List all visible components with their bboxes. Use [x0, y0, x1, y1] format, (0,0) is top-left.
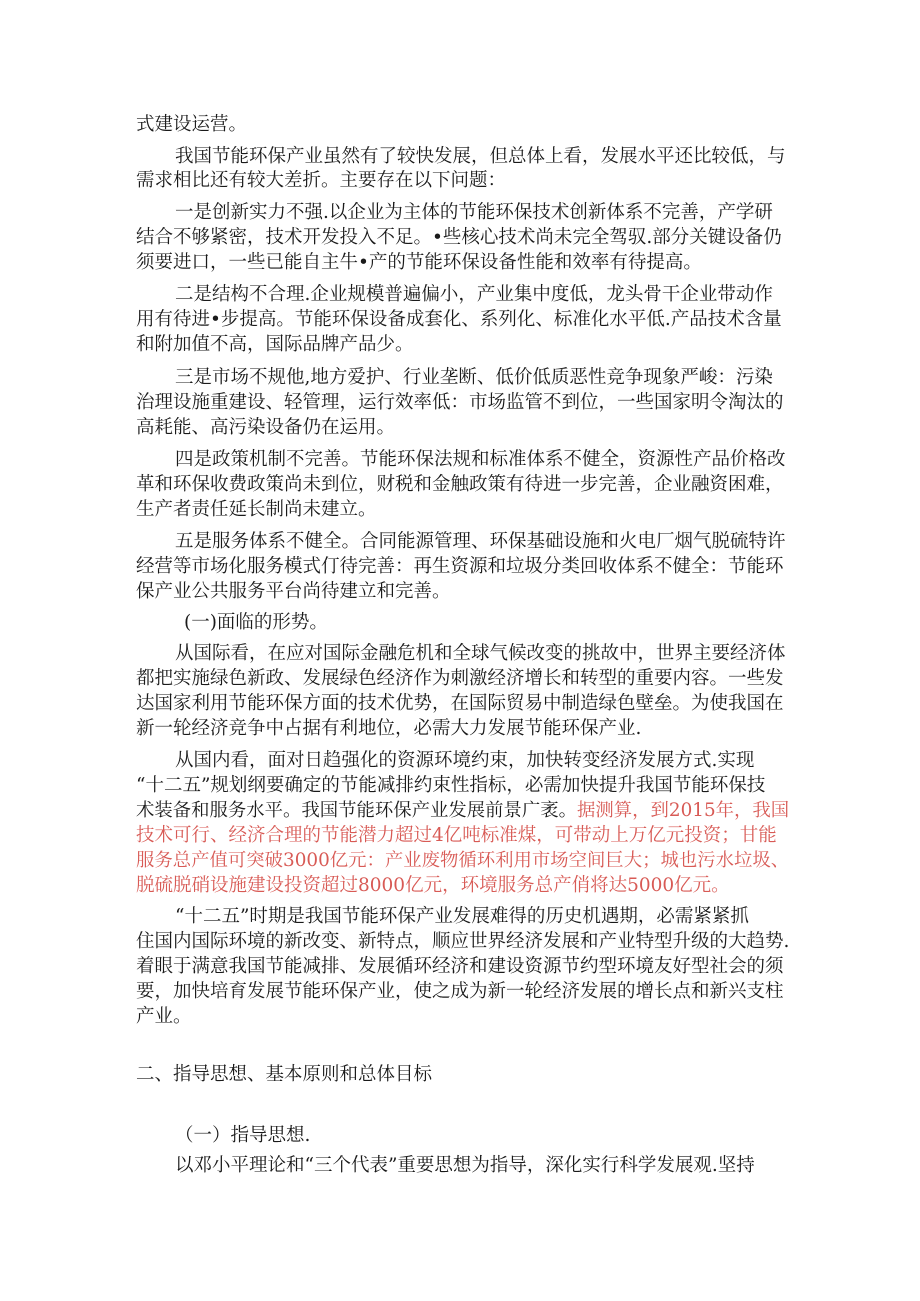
- text-line: 用有待进•步提高。节能环保设备成套化、系列化、标准化水平低.产品技术含量: [136, 309, 782, 330]
- highlighted-text-line: 服务总产值可突破3000亿元：产业废物循环利用市场空间巨大；城也污水垃圾、: [136, 850, 790, 871]
- text-line: “十二五”时期是我国节能环保产业发展难得的历史机遇期，必需紧紧抓: [175, 906, 749, 927]
- text-line: 三是市场不规他,地方爱护、行业垄断、低价低质恶性竞争现象严峻：污染: [175, 367, 773, 388]
- text-line: 二是结构不合理.企业规模普遍偏小，产业集中度低，龙头骨干企业带动作: [175, 284, 773, 305]
- text-line: 住国内国际环境的新改变、新特点，顺应世界经济发展和产业特型升级的大趋势.: [136, 931, 790, 952]
- text-line: 保产业公共服务平台尚待建立和完善。: [136, 581, 451, 602]
- section-subheading: (一)面临的形势。: [184, 612, 328, 633]
- text-line: 结合不够紧密，技术开发投入不足。•些核心技术尚未完全驾驭.部分关键设备仍: [136, 227, 782, 248]
- text-line: 从国际看，在应对国际金融危机和全球气候改变的挑故中，世界主要经济体: [175, 643, 786, 664]
- text-line: 产业。: [136, 1006, 192, 1027]
- text-line: 达国家利用节能环保方面的技术优势，在国际贸易中制造绿色壁垒。为使我国在: [136, 693, 784, 714]
- highlighted-text-line: 脱硫脱硝设施建设投资超过8000亿元，环境服务总产俏将达5000亿元。: [136, 875, 730, 896]
- text-segment: 术装备和服务水平。我国节能环保产业发展前景广袤。: [136, 800, 577, 821]
- text-line: 革和环保收费政策尚未到位，财税和金触政策有待进一步完善，企业融资困难，: [136, 474, 784, 495]
- section-heading: 二、指导思想、基本原则和总体目标: [136, 1064, 433, 1085]
- text-line: 从国内看，面对日趋强化的资源环境约束，加快转变经济发展方式.实现: [175, 750, 755, 771]
- text-line: 四是政策机制不完善。节能环保法规和标准体系不健全，资源性产品价格改: [175, 449, 786, 470]
- text-line: 生产者责任延长制尚未建立。: [136, 499, 377, 520]
- text-line: 都把实施绿色新政、发展绿色经济作为刺激经济增长和转型的重要内容。一些发: [136, 668, 784, 689]
- text-line: 以邓小平理论和“三个代表”重要思想为指导，深化实行科学发展观.坚持: [175, 1155, 755, 1176]
- text-line: 和附加值不高，国际品牌产品少。: [136, 334, 414, 355]
- text-line: 经营等市场化服务模式仃待完善：再生资源和垃圾分类回收体系不健全：节能环: [136, 556, 784, 577]
- text-line: 我国节能环保产业虽然有了较快发展，但总体上看，发展水平还比较低，与: [175, 146, 786, 167]
- text-line: 高耗能、高污染设备仍在运用。: [136, 417, 396, 438]
- text-line: 要，加快培育发展节能环保产业，使之成为新一轮经济发展的增长点和新兴支柱: [136, 981, 784, 1002]
- highlighted-text-line: 技术可行、经济合理的节能潜力超过4亿吨标准煤，可带动上万亿元投资；甘能: [136, 825, 777, 846]
- text-line: 新一轮经济竞争中占据有利地位，必需大力发展节能环保产业.: [136, 718, 642, 739]
- text-line: “十二五”规划纲要确定的节能减排约束性指标，必需加快提升我国节能环保技: [136, 775, 766, 796]
- text-line: 需求相比还有较大差折。主要存在以下问题：: [136, 170, 507, 191]
- text-line: 治理设施重建设、轻管理，运行效率低：市场监管不到位，一些国家明令淘汰的: [136, 392, 784, 413]
- text-line: [136, 799, 789, 823]
- highlighted-text: 据测算，到2015年，我国: [577, 800, 790, 821]
- text-line: 式建设运营。: [136, 114, 248, 135]
- text-line: 五是服务体系不健全。合同能源管理、环保基础设施和火电厂烟气脱硫特许: [175, 531, 786, 552]
- text-line: 一是创新实力不强.以企业为主体的节能环保技术创新体系不完善，产学研: [175, 202, 773, 223]
- section-subheading: （一）指导思想.: [175, 1125, 311, 1146]
- text-line: 着眼于满意我国节能减排、发展循环经济和建设资源节约型环境友好型社会的须: [136, 956, 784, 977]
- text-line: 须要进口，一些已能自主牛•产的节能环保设备性能和效率有待提高。: [136, 252, 702, 273]
